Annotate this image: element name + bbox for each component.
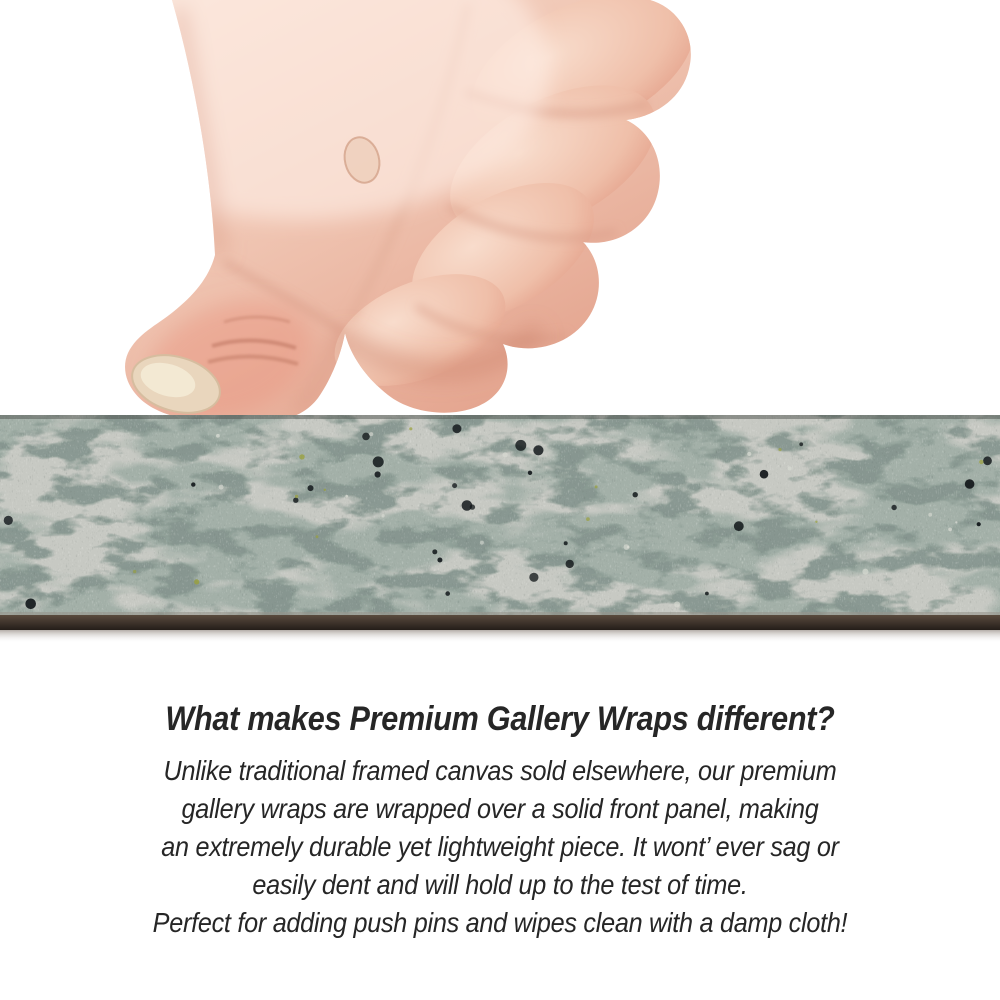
canvas-strip <box>0 415 1000 643</box>
hand-photo <box>0 0 1000 420</box>
body-line: gallery wraps are wrapped over a solid front panel, making <box>181 793 819 824</box>
canvas-shadow <box>0 630 1000 643</box>
headline: What makes Premium Gallery Wraps different? <box>165 700 835 738</box>
body-line: easily dent and will hold up to the test of time. <box>252 869 748 900</box>
canvas-edge <box>0 612 1000 630</box>
canvas-face <box>0 415 1000 615</box>
body-line: Unlike traditional framed canvas sold elsewhere, our premium <box>163 755 837 786</box>
info-text-block <box>50 700 950 942</box>
body-line: an extremely durable yet lightweight piece. It wont’ ever sag or <box>161 831 839 862</box>
body-line: Perfect for adding push pins and wipes clean with a damp cloth! <box>152 907 848 938</box>
